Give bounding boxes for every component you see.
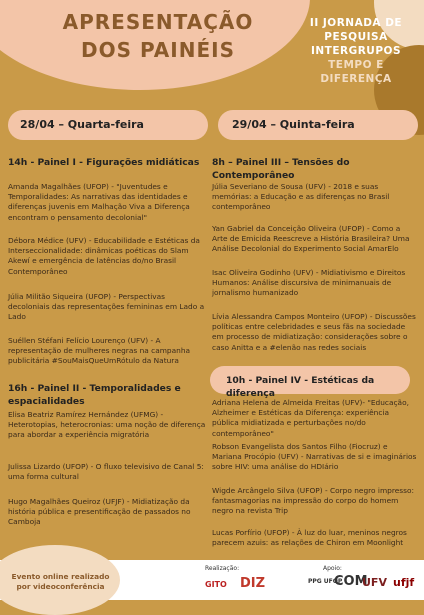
panel-4-item-3: Wigde Arcângelo Silva (UFOP) - Corpo negro impresso: fantasmagorias na impressão do corpo do homem negro na revista Trip — [212, 486, 414, 516]
panel-2-item-3: Hugo Magalhães Queiroz (UFJF) - Midiatização da história pública e presentificação de passados no Camboja — [8, 497, 191, 527]
logo-com: COM — [334, 574, 368, 589]
online-notice: Evento online realizado por videoconferência — [11, 572, 110, 591]
panel-3-title: 8h – Painel III – Tensões do Contemporâneo — [212, 157, 350, 181]
panel-4-item-1: Adriana Helena de Almeida Freitas (UFV)- "Educação, Alzheimer e Estéticas da Diferença: experiência pública midiatizada e perturbações no/do contemporâneo" — [212, 398, 409, 438]
panel-3-item-1: Júlia Severiano de Sousa (UFV) - 2018 e suas memórias: a Educação e as diferenças no Brasil contemporâneo — [212, 182, 390, 212]
logo-ppg-ufop: PPG UFOP — [308, 578, 343, 585]
event-title — [292, 16, 420, 86]
event-line-2: PESQUISA — [324, 31, 388, 43]
panel-4-item-2: Robson Evangelista dos Santos Filho (Fiocruz) e Mariana Procópio (UFV) - Narrativas de si e imaginários sobre HIV: uma análise do HDIário — [212, 442, 417, 472]
apoio-label: Apoio: — [323, 565, 342, 572]
title-line-1: APRESENTAÇÃO — [62, 10, 254, 34]
panel-2-title: 16h - Painel II - Temporalidades e espacialidades — [8, 383, 181, 407]
logo-gito: GITO — [205, 580, 227, 589]
title-line-2: DOS PAINÉIS — [81, 38, 235, 62]
event-line-1: II JORNADA DE — [309, 17, 403, 29]
event-line-4: TEMPO E DIFERENÇA — [320, 59, 392, 85]
panel-1-item-3: Júlia Militão Siqueira (UFOP) - Perspectivas decoloniais das representações femininas em Lado a Lado — [8, 292, 205, 322]
page-title — [58, 8, 258, 64]
date-right: 29/04 – Quinta-feira — [232, 118, 355, 131]
panel-3-item-4: Lívia Alessandra Campos Monteiro (UFOP) - Discussões políticas entre celebridades e seus fãs na sociedade em processo de midiatização: considerações sobre o caso Anitta e a #elenão nas redes sociais — [212, 312, 416, 352]
event-line-3: INTERGRUPOS — [310, 45, 402, 57]
logo-ufv: UFV — [362, 576, 387, 589]
panel-3-item-3: Isac Oliveira Godinho (UFV) - Midiativismo e Direitos Humanos: Análise discursiva de minimanuais de jornalismo humanizado — [212, 268, 406, 298]
panel-1-item-4: Suéllen Stéfani Felício Lourenço (UFV) - A representação de mulheres negras na campanha publicitária #SouMaisQueUmRótulo da Natura — [8, 336, 191, 366]
realizacao-label: Realização: — [205, 565, 240, 572]
panel-1-title: 14h - Painel I - Figurações midiáticas — [8, 157, 200, 168]
logo-diz: DIZ — [240, 576, 266, 591]
panel-4-item-4: Lucas Porfírio (UFOP) - À luz do luar, meninos negros parecem azuis: as relações de Chiron em Moonlight — [212, 528, 407, 548]
panel-1-item-2: Débora Médice (UFV) - Educabilidade e Estéticas da Interseccionalidade: dinâmicas poéticas do Slam Akewí e emergência de latências do/no Brasil Contemporâneo — [8, 236, 200, 276]
panel-4-title: 10h - Painel IV - Estéticas da diferença — [226, 375, 375, 399]
date-left: 28/04 – Quarta-feira — [20, 118, 144, 131]
panel-2-item-2: Julissa Lizardo (UFOP) - O fluxo televisivo de Canal 5: uma forma cultural — [8, 462, 204, 482]
panel-3-item-2: Yan Gabriel da Conceição Oliveira (UFOP) - Como a Arte de Emicida Reescreve a História Brasileira? Uma Análise Decolonial do Experimento Social AmarElo — [212, 224, 410, 254]
panel-1-item-1: Amanda Magalhães (UFOP) - "Juventudes e Temporalidades: As narrativas das identidades e diferenças juvenis em Malhação Viva a Diferença encontram o pensamento decolonial" — [8, 182, 190, 222]
panel-2-item-1: Elisa Beatriz Ramírez Hernández (UFMG) - Heterotopias, heterocronias: uma noção de diferença para abordar a experiência migratória — [8, 410, 206, 440]
logo-ufjf: ufjf — [393, 576, 415, 589]
